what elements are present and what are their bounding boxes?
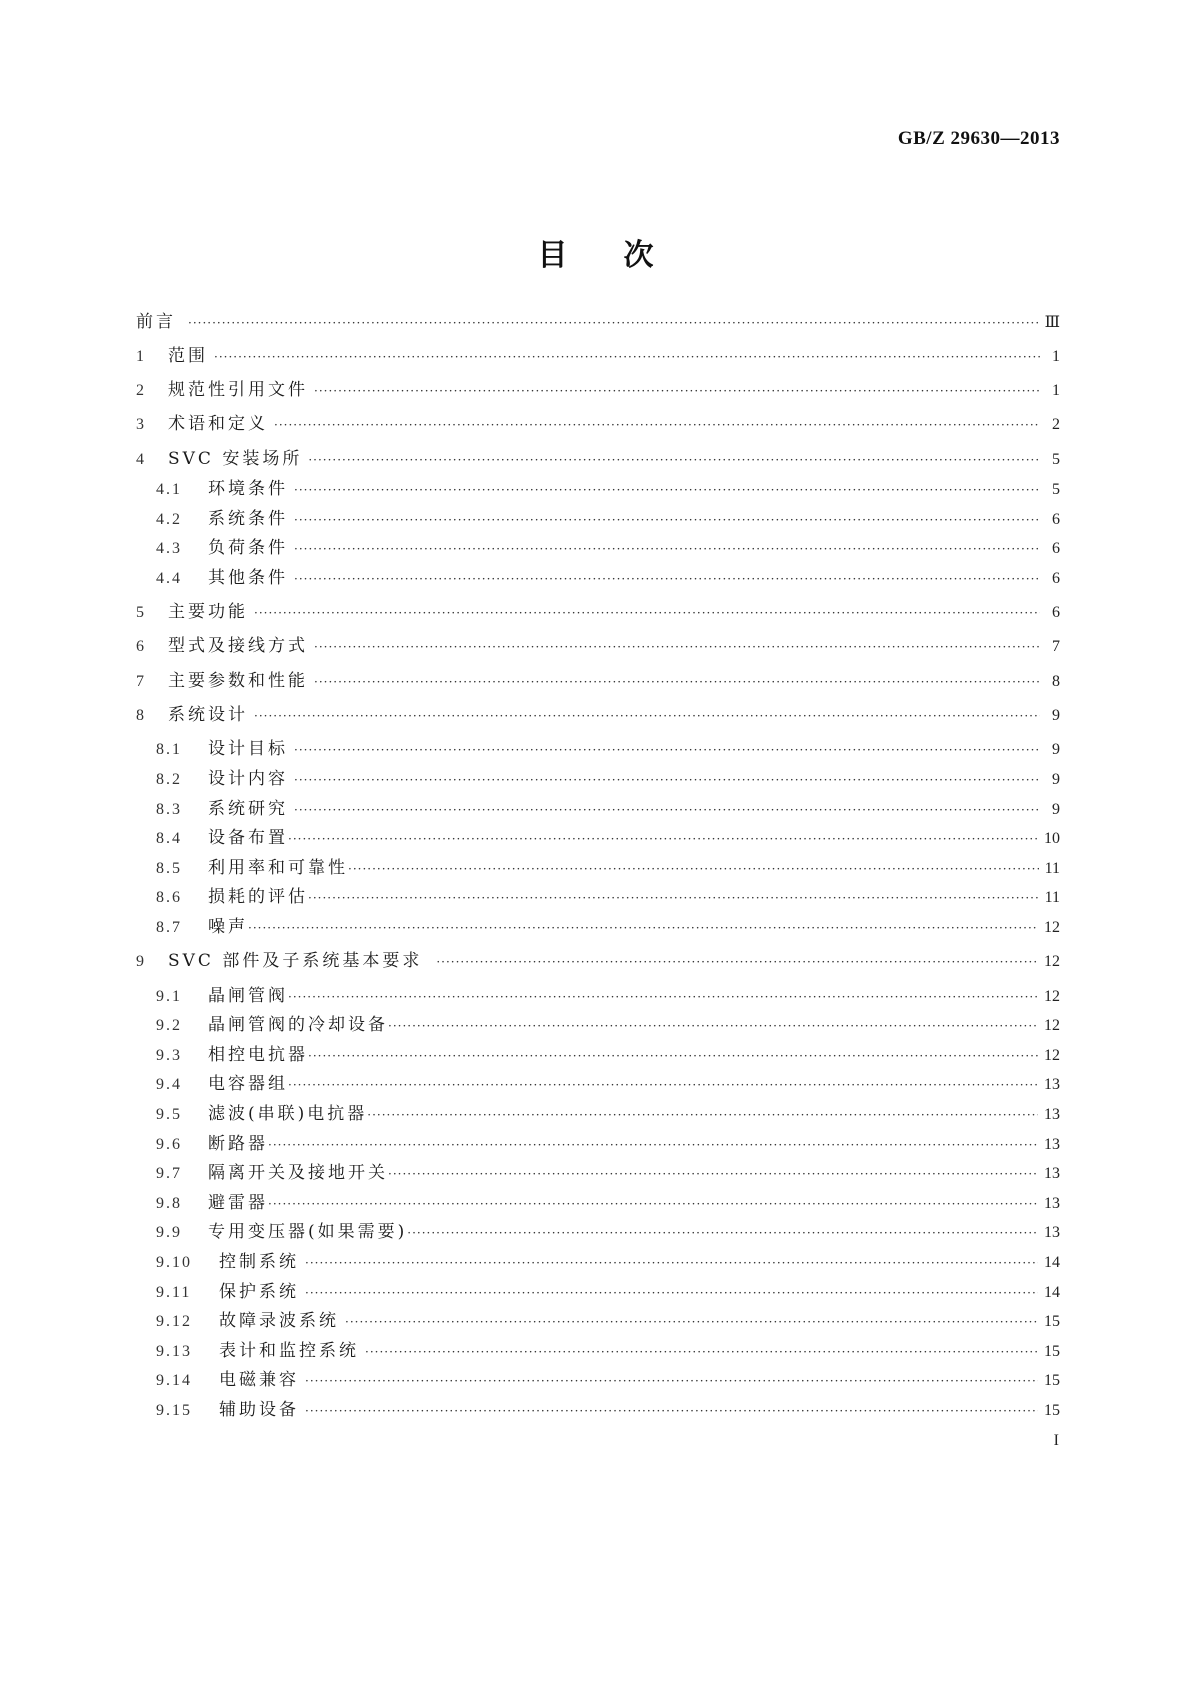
toc-entry[interactable] <box>136 702 1060 728</box>
toc-label: 辅助设备 <box>219 1400 299 1420</box>
toc-number: 8.6 <box>156 889 182 906</box>
toc-number: 9.3 <box>156 1047 182 1064</box>
toc-number: 9 <box>136 953 146 970</box>
toc-number: 8.4 <box>156 830 182 847</box>
toc-page: 12 <box>1044 953 1060 970</box>
toc-page: 12 <box>1044 919 1060 936</box>
leader-dots <box>348 856 1039 882</box>
toc-label: 断路器 <box>208 1134 268 1154</box>
toc-label: 故障录波系统 <box>219 1311 339 1331</box>
leader-dots <box>294 797 1040 823</box>
toc-page: 5 <box>1052 481 1060 498</box>
toc-label: 电磁兼容 <box>219 1370 299 1390</box>
toc-page: 12 <box>1044 1017 1060 1034</box>
toc-page: Ⅲ <box>1044 314 1060 331</box>
toc-entry[interactable] <box>136 1219 1060 1245</box>
toc-number: 9.8 <box>156 1195 182 1212</box>
leader-dots <box>305 1250 1038 1276</box>
toc-label: 滤波(串联)电抗器 <box>208 1104 368 1124</box>
leader-dots <box>314 634 1040 660</box>
toc-entry[interactable] <box>136 668 1060 694</box>
toc-entry[interactable] <box>136 1071 1060 1097</box>
toc-page: 14 <box>1044 1254 1060 1271</box>
toc-entry[interactable] <box>136 1308 1060 1334</box>
toc-number: 6 <box>136 638 146 655</box>
toc-label: 电容器组 <box>208 1074 288 1094</box>
leader-dots <box>314 378 1040 404</box>
toc-number: 9.6 <box>156 1136 182 1153</box>
toc-label: 晶闸管阀的冷却设备 <box>208 1015 388 1035</box>
toc-label: 型式及接线方式 <box>168 636 308 656</box>
toc-entry[interactable] <box>136 411 1060 437</box>
toc-label: 损耗的评估 <box>208 887 308 907</box>
leader-dots <box>268 1132 1038 1158</box>
toc-entry[interactable] <box>136 914 1060 940</box>
leader-dots <box>288 826 1038 852</box>
toc-label: 环境条件 <box>208 479 288 499</box>
toc-label: 规范性引用文件 <box>168 380 308 400</box>
toc-entry[interactable] <box>136 1131 1060 1157</box>
toc-page: 13 <box>1044 1165 1060 1182</box>
toc-number: 9.2 <box>156 1017 182 1034</box>
leader-dots <box>388 1013 1038 1039</box>
leader-dots <box>254 600 1040 626</box>
toc-entry[interactable] <box>136 884 1060 910</box>
toc-number: 9.4 <box>156 1076 182 1093</box>
toc-number: 3 <box>136 416 146 433</box>
toc-label: 负荷条件 <box>208 538 288 558</box>
toc-label: 前言 <box>136 312 176 332</box>
toc-entry[interactable] <box>136 1190 1060 1216</box>
toc-entry[interactable] <box>136 796 1060 822</box>
leader-dots <box>388 1161 1038 1187</box>
toc-label: 系统条件 <box>208 509 288 529</box>
leader-dots <box>436 949 1038 975</box>
toc-page: 15 <box>1044 1372 1060 1389</box>
toc-number: 4.2 <box>156 511 182 528</box>
toc-number: 4.3 <box>156 540 182 557</box>
toc-number: 8.5 <box>156 860 182 877</box>
toc-number: 9.13 <box>156 1343 192 1360</box>
toc-number: 1 <box>136 348 146 365</box>
toc-page: 13 <box>1044 1195 1060 1212</box>
toc-entry[interactable] <box>136 948 1060 974</box>
toc-page: 9 <box>1052 707 1060 724</box>
toc-page: 12 <box>1044 988 1060 1005</box>
toc-entry[interactable] <box>136 535 1060 561</box>
toc-entry[interactable] <box>136 1101 1060 1127</box>
toc-page: 6 <box>1052 570 1060 587</box>
toc-number: 9.15 <box>156 1402 192 1419</box>
toc-entry[interactable] <box>136 1279 1060 1305</box>
toc-label: SVC 部件及子系统基本要求 <box>168 951 423 971</box>
toc-page: 13 <box>1044 1106 1060 1123</box>
toc-entry[interactable] <box>136 633 1060 659</box>
toc-page: 1 <box>1052 382 1060 399</box>
page-title: 目次 <box>537 238 710 273</box>
toc-number: 9.14 <box>156 1372 192 1389</box>
leader-dots <box>294 477 1040 503</box>
toc-label: 系统研究 <box>208 799 288 819</box>
toc-number: 9.12 <box>156 1313 192 1330</box>
toc-label: 系统设计 <box>168 705 248 725</box>
toc-page: 6 <box>1052 540 1060 557</box>
leader-dots <box>248 915 1038 941</box>
toc-entry[interactable] <box>136 506 1060 532</box>
toc-number: 4.1 <box>156 481 182 498</box>
leader-dots <box>407 1220 1038 1246</box>
toc-page: 8 <box>1052 673 1060 690</box>
toc-entry[interactable] <box>136 565 1060 591</box>
toc-entry[interactable] <box>136 1012 1060 1038</box>
toc-entry[interactable] <box>136 599 1060 625</box>
toc-number: 9.10 <box>156 1254 192 1271</box>
toc-label: 范围 <box>168 346 208 366</box>
toc-page: 11 <box>1044 889 1060 906</box>
toc-entry[interactable] <box>136 1160 1060 1186</box>
toc-page: 2 <box>1052 416 1060 433</box>
toc-entry[interactable] <box>136 1367 1060 1393</box>
leader-dots <box>345 1309 1038 1335</box>
leader-dots <box>367 1102 1038 1128</box>
toc-number: 4.4 <box>156 570 182 587</box>
toc-number: 7 <box>136 673 146 690</box>
leader-dots <box>188 310 1039 336</box>
leader-dots <box>288 984 1038 1010</box>
toc-number: 9.5 <box>156 1106 182 1123</box>
document-code: GB/Z 29630—2013 <box>897 128 1060 149</box>
toc-label: SVC 安装场所 <box>168 449 303 469</box>
toc-label: 设计目标 <box>208 739 288 759</box>
toc-entry[interactable] <box>136 377 1060 403</box>
toc-entry[interactable] <box>136 1249 1060 1275</box>
toc-label: 利用率和可靠性 <box>208 858 348 878</box>
leader-dots <box>274 412 1040 438</box>
toc-label: 噪声 <box>208 917 248 937</box>
toc-label: 晶闸管阀 <box>208 986 288 1006</box>
toc-page: 6 <box>1052 511 1060 528</box>
toc-page: 7 <box>1052 638 1060 655</box>
toc-entry[interactable] <box>136 825 1060 851</box>
toc-entry[interactable] <box>136 1397 1060 1423</box>
toc-page: 9 <box>1052 771 1060 788</box>
leader-dots <box>268 1191 1038 1217</box>
toc-page: 15 <box>1044 1313 1060 1330</box>
toc-number: 8 <box>136 707 146 724</box>
toc-label: 专用变压器(如果需要) <box>208 1222 408 1242</box>
toc-page: 9 <box>1052 741 1060 758</box>
toc-page: 1 <box>1052 348 1060 365</box>
toc-number: 8.7 <box>156 919 182 936</box>
toc-number: 9.11 <box>156 1284 192 1301</box>
toc-entry-foreword[interactable] <box>136 309 1060 335</box>
toc-entry[interactable] <box>136 1042 1060 1068</box>
leader-dots <box>294 507 1040 533</box>
toc-label: 主要功能 <box>168 602 248 622</box>
toc-label: 隔离开关及接地开关 <box>208 1163 388 1183</box>
leader-dots <box>294 767 1040 793</box>
toc-page: 13 <box>1044 1136 1060 1153</box>
toc-number: 8.2 <box>156 771 182 788</box>
toc-page: 14 <box>1044 1284 1060 1301</box>
toc-label: 表计和监控系统 <box>219 1341 359 1361</box>
toc-label: 控制系统 <box>219 1252 299 1272</box>
leader-dots <box>365 1339 1038 1365</box>
toc-label: 相控电抗器 <box>208 1045 308 1065</box>
leader-dots <box>214 344 1040 370</box>
toc-page: 6 <box>1052 604 1060 621</box>
toc-page: 12 <box>1044 1047 1060 1064</box>
toc-entry[interactable] <box>136 1338 1060 1364</box>
leader-dots <box>305 1398 1038 1424</box>
toc-number: 4 <box>136 451 146 468</box>
toc-page: 13 <box>1044 1076 1060 1093</box>
toc-page: 13 <box>1044 1224 1060 1241</box>
leader-dots <box>254 703 1040 729</box>
toc-label: 主要参数和性能 <box>168 671 308 691</box>
toc-page: 15 <box>1044 1343 1060 1360</box>
leader-dots <box>288 1072 1038 1098</box>
toc-entry[interactable] <box>136 855 1060 881</box>
toc-page: 5 <box>1052 451 1060 468</box>
toc-entry[interactable] <box>136 983 1060 1009</box>
toc-entry[interactable] <box>136 766 1060 792</box>
leader-dots <box>308 1043 1038 1069</box>
leader-dots <box>305 1280 1038 1306</box>
toc-number: 8.1 <box>156 741 182 758</box>
toc-label: 保护系统 <box>219 1282 299 1302</box>
toc-number: 9.7 <box>156 1165 182 1182</box>
toc-entry[interactable] <box>136 736 1060 762</box>
toc-entry[interactable] <box>136 446 1060 472</box>
toc-number: 5 <box>136 604 146 621</box>
toc-label: 设计内容 <box>208 769 288 789</box>
leader-dots <box>294 566 1040 592</box>
toc-page: 10 <box>1044 830 1060 847</box>
toc-entry[interactable] <box>136 343 1060 369</box>
toc-page: 9 <box>1052 801 1060 818</box>
toc-label: 设备布置 <box>208 828 288 848</box>
leader-dots <box>294 737 1040 763</box>
toc-label: 术语和定义 <box>168 414 268 434</box>
leader-dots <box>314 669 1040 695</box>
toc-label: 其他条件 <box>208 568 288 588</box>
toc-number: 9.1 <box>156 988 182 1005</box>
leader-dots <box>308 447 1040 473</box>
leader-dots <box>308 885 1039 911</box>
toc-page: 15 <box>1044 1402 1060 1419</box>
toc-number: 8.3 <box>156 801 182 818</box>
toc-number: 2 <box>136 382 146 399</box>
toc-label: 避雷器 <box>208 1193 268 1213</box>
leader-dots <box>305 1368 1038 1394</box>
toc-entry[interactable] <box>136 476 1060 502</box>
toc-number: 9.9 <box>156 1224 182 1241</box>
toc-page: 11 <box>1044 860 1060 877</box>
leader-dots <box>294 536 1040 562</box>
page-number: I <box>1053 1432 1059 1449</box>
